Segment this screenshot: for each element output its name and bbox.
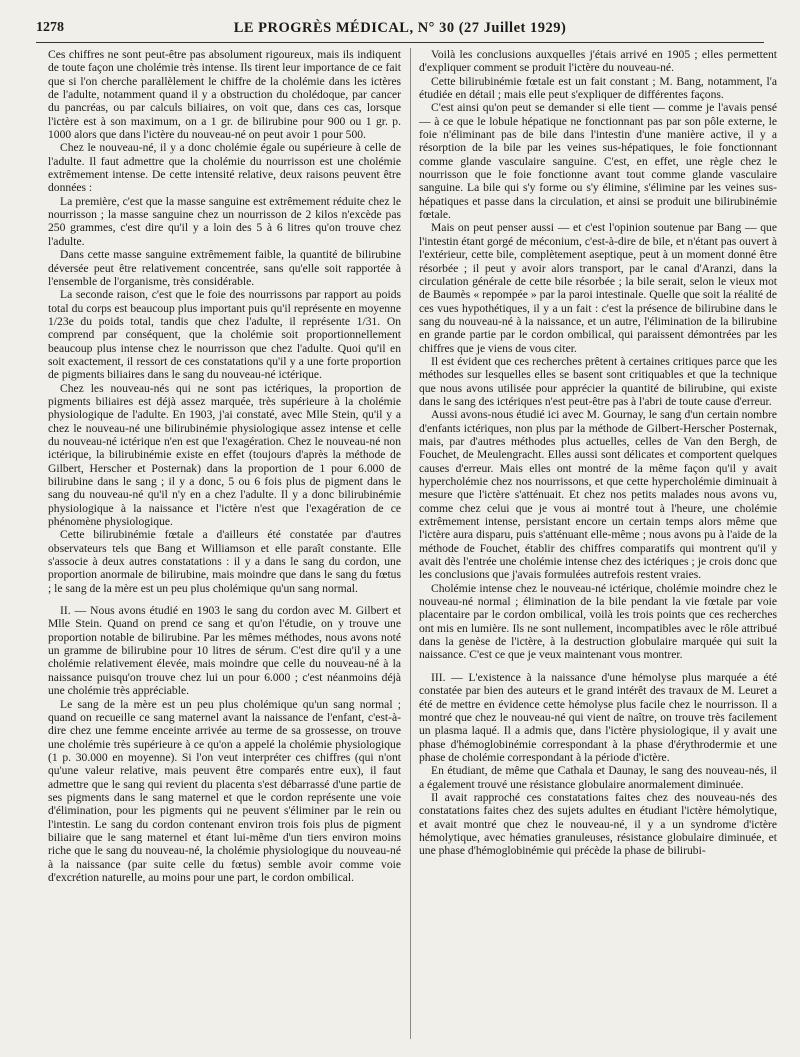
paragraph: Il est évident que ces recherches prêtent à certaines critiques parce que les méthodes sur lesquelles elles se basent sont critiquables et que la technique que nous avons utilisée pour apprécier la quantité de bilirubine, qui existe dans le sang des ictériques n'est peut-être pas à l'abri de toute cause d'erreur. — [419, 354, 777, 408]
running-header — [36, 20, 764, 43]
paragraph: Chez le nouveau-né, il y a donc cholémie égale ou supérieure à celle de l'adulte. Il faut admettre que la cholémie du nourrisson est une cholémie extrêmement intense. De cette intensité relative, deux raisons peuvent être données : — [48, 141, 401, 195]
paragraph: Chez les nouveau-nés qui ne sont pas ictériques, la proportion de pigments biliaires est déjà assez marquée, très supérieure à la cholémie physiologique de l'adulte. En 1903, j'ai constaté, avec Mlle Stein, qu'il y a chez le nouveau-né une bilirubinémie physiologique assez intense et celle du nouveau-né ictérique n'en est que l'exagération. Chez le nouveau-né non ictérique, la bilirubinémie existe en effet (toujours d'après la méthode de Gilbert, Herscher et Posternak) dans la proportion de 1 pour 6.000 de bilirubine dans le sang ; il y a donc, 5 ou 6 fois plus de pigment dans le sang du nouveau-né qu'il n'y en a chez l'adulte. Il y a donc bilirubinémie physiologique à la naissance et l'ictère n'est que l'exagération de ce phénomène physiologique. — [48, 381, 401, 529]
paragraph: Aussi avons-nous étudié ici avec M. Gournay, le sang d'un certain nombre d'enfants ictériques, non plus par la méthode de Gilbert-Herscher Posternak, mais, par d'autres méthodes plus actuelles, celles de Van den Bergh, de Fouchet, de Meulengracht. Elles aussi sont délicates et comportent quelques causes d'erreur. Mais elles ont montré de la même façon qu'il y avait hypercholémie chez nos nourrissons, et que cette hypercholémie diminuait à mesure que l'ictère s'atténuait. Et chez nos petits malades nous avons vu, comme chez celui que je vous ai montré tout à l'heure, une cholémie extrêmement intense, persistant encore un certain temps alors même que l'ictère aura disparu, puis s'atténuant elle-même ; nous avons pu à l'aide de la méthode de Fouchet, établir des chiffres comparatifs qui montrent qu'il y avait dès l'entrée une cholémie intense chez des ictériques ; je crois donc que les conclusions que j'avais formulées autrefois restent vraies. — [419, 408, 777, 582]
paragraph: Il avait rapproché ces constatations faites chez des nouveau-nés des constatations faites chez des sujets adultes en étudiant l'ictère hémolytique, et avait montré que chez le nouveau-né, il y a un syndrome d'ictère hémolytique, avec hématies granuleuses, résistance globulaire diminuée, et une phase d'hémoglobinémie qui précède la phase de bilirubi- — [419, 790, 777, 858]
paragraph: En étudiant, de même que Cathala et Daunay, le sang des nouveau-nés, il a également trouvé une résistance globulaire anormalement diminuée. — [419, 764, 777, 791]
paragraph: C'est ainsi qu'on peut se demander si elle tient — comme je l'avais pensé — à ce que le lobule hépatique ne fonctionnant pas par son pôle externe, le foie n'éliminant pas de bile dans l'intestin d'une manière active, il y a résorption de la bile par les veines sus-hépatiques, le foie fonctionnant comme glande vasculaire sanguine. C'est, en effet, une règle chez le nourrisson que le foie fonctionne avant tout comme glande vasculaire sanguine. La bile qui s'y forme ou s'y élimine, s'élimine par les veines sus-hépatiques et passe dans la circulation, et ainsi se produit une bilirubinémie fœtale. — [419, 101, 777, 222]
page-number: 1278 — [36, 20, 64, 35]
paragraph: Cette bilirubinémie fœtale est un fait constant ; M. Bang, notamment, l'a étudiée en détail ; mais elle peut s'expliquer de différentes façons. — [419, 74, 777, 102]
right-column — [419, 48, 777, 1039]
paragraph: Le sang de la mère est un peu plus cholémique qu'un sang normal ; quand on recueille ce sang maternel avant la naissance de l'enfant, c'est-à-dire chez une femme enceinte arrivée au terme de sa grossesse, on trouve une cholémie très supérieure à ce qu'on a appelé la cholémie physiologique (1 p. 30.000 en moyenne). Si l'on veut interpréter ces chiffres (qui n'ont qu'une valeur relative, mais peuvent être comparés entre eux), il faut admettre que le sang qui revient du placenta s'est débarrassé d'une partie de ses pigments dans le sang maternel et que le cordon représente une voie d'élimination, pour les pigments qui ne peuvent s'éliminer par le rein ou l'intestin. Le sang du cordon contenant environ trois fois plus de pigment biliaire que le sang maternel et étant lui-même d'un tiers environ moins riche que le sang du nouveau-né, la cholémie physiologique du nouveau-né à la naissance (par suite celle du fœtus) semble avoir comme voie d'excrétion naturelle, au moins pour une part, le cordon ombilical. — [48, 697, 401, 884]
journal-title: LE PROGRÈS MÉDICAL, N° 30 (27 Juillet 1929) — [233, 20, 567, 36]
section-paragraph: II. — Nous avons étudié en 1903 le sang du cordon avec M. Gilbert et Mlle Stein. Quand on prend ce sang et qu'on l'étudie, on y trouve une proportion notable de bilirubine. Par les mêmes méthodes, nous avons noté un gramme de bilirubine pour 10 litres de sérum. C'est dire qu'il y a une cholémie relativement élevée, mais moindre que celle du nouveau-né à la naissance puisqu'on trouve chez lui un pour 6.000 ; c'est néanmoins déjà une cholémie très appréciable. — [48, 604, 401, 698]
paragraph: Ces chiffres ne sont peut-être pas absolument rigoureux, mais ils indiquent de toute façon une cholémie très intense. Ils tirent leur importance de ce fait que si l'on cherche parallèlement le chiffre de la cholémie dans les ictères de l'adulte, notamment quand il y a obstruction du cholédoque, par cancer du pancréas, ou par calculs biliaires, on voit que, dans ces cas, lorsque l'ictère est à son maximum, on a 1 gr. de bilirubine pour 900 ou 1 gr. p. 1000 alors que dans l'ictère du nouveau-né on peut avoir 1 pour 500. — [48, 48, 401, 142]
left-column — [48, 48, 401, 1039]
paragraph: Cette bilirubinémie fœtale a d'ailleurs été constatée par d'autres observateurs tels que Bang et Williamson et elle paraît constante. Elle s'associe à deux autres constatations : il y a dans le sang du cordon, une proportion anormale de bilirubine, mais moindre que dans le sang du fœtus ; le sang de la mère est un peu plus cholémique qu'un sang normal. — [48, 528, 401, 595]
paragraph: La première, c'est que la masse sanguine est extrêmement réduite chez le nourrisson ; la masse sanguine chez un nourrisson de 2 kilos n'excède pas 250 grammes, c'est dire qu'il y a loin des 5 à 6 litres qu'on trouve chez l'adulte. — [48, 194, 401, 248]
paragraph: Dans cette masse sanguine extrêmement faible, la quantité de bilirubine déversée peut être relativement concentrée, sans qu'elle soit rapportée à l'ensemble de l'organisme, très considérable. — [48, 248, 401, 288]
paragraph: La seconde raison, c'est que le foie des nourrissons par rapport au poids total du corps est beaucoup plus important puis qu'il représente en moyenne 1/23e du poids total, tandis que chez l'adulte, il représente 1/31. On comprend par conséquent, que la cholémie soit proportionnellement beaucoup plus intense chez le nourrisson que chez l'adulte. Quoi qu'il en soit exactement, il ressort de ces constatations qu'il y a une forte proportion de pigments biliaires dans le sang du nouveau-né ictérique. — [48, 288, 401, 382]
paragraph: Mais on peut penser aussi — et c'est l'opinion soutenue par Bang — que l'intestin étant gorgé de méconium, c'est-à-dire de bile, et n'étant pas ouvert à l'extérieur, cette bile, complètement aseptique, peut à un moment donné être résorbée ; il peut y avoir alors transport, par le canal d'Aranzi, dans la circulation générale de cette bile résorbée ; la bile serait, selon le vieux mot de Baumès « repompée » par la paroi intestinale. Quelle que soit la réalité de ces vues hypothétiques, il y a un fait : c'est la présence de bilirubine dans le sang du nouveau-né à la naissance, et un autre, l'élimination de la bilirubine en grande partie par le cordon ombilical, qui paraissent démontrées par les chiffres que je viens de vous citer. — [419, 221, 777, 355]
paragraph: Voilà les conclusions auxquelles j'étais arrivé en 1905 ; elles permettent d'expliquer comment se produit l'ictère du nouveau-né. — [419, 48, 777, 75]
paragraph: Cholémie intense chez le nouveau-né ictérique, cholémie moindre chez le nouveau-né normal ; élimination de la bile pendant la vie fœtale par voie placentaire par le cordon ombilical, voilà les trois points que ces recherches ont mis en lumière. Ils ne sont nullement, incompatibles avec le rôle attribué dans la genèse de l'ictère, à la destruction globulaire marquée qui suit la naissance. C'est ce que je veux maintenant vous montrer. — [419, 581, 777, 662]
section-paragraph: III. — L'existence à la naissance d'une hémolyse plus marquée a été constatée par bien des auteurs et le grand intérêt des travaux de M. Leuret a été de mettre en évidence cette hémolyse plus facile chez le nourrisson. Il a montré que chez le nouveau-né qui vient de naître, on trouve très facilement un plasma laqué. Il a admis que, dans l'ictère physiologique, il y avait une phase d'hémoglobinémie correspondant à la phase d'érythrodermie et une phase de cholémie correspondant à la période d'ictère. — [419, 670, 777, 764]
column-divider — [410, 48, 411, 1039]
